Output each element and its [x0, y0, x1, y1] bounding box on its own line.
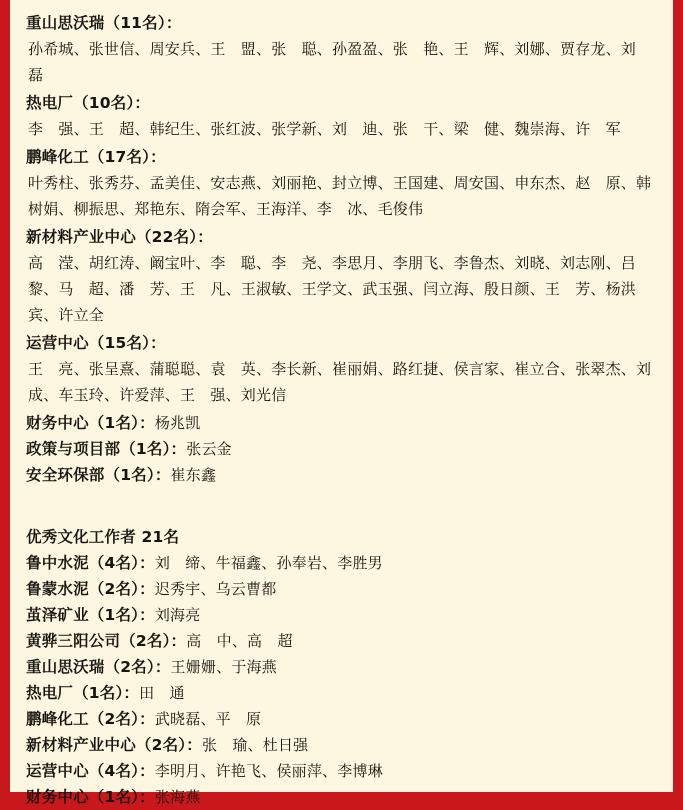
group-names: 高 滢、胡红涛、阚宝叶、李 聪、李 尧、李思月、李朋飞、李鲁杰、刘晓、刘志刚、吕 黎、马 超、潘 芳、王 凡、王淑敏、王学文、武玉强、闫立海、殷日颜、王 芳、杨洪宾、许立全 [28, 254, 652, 324]
inline-group-label: 鲁中水泥（4名）： [26, 554, 155, 572]
inline-group-names: 高 中、高 超 [186, 632, 293, 650]
inline-group-names: 张云金 [186, 440, 232, 458]
group-block [26, 144, 657, 222]
group-heading: 运营中心（15名）： [26, 334, 166, 352]
inline-group-names: 张海燕 [154, 788, 201, 806]
inline-group-label: 政策与项目部（1名）： [26, 440, 187, 458]
inline-group-row [26, 732, 657, 758]
inline-group-row [26, 436, 657, 462]
inline-group-names: 刘 缔、牛福鑫、孙奉岩、李胜男 [154, 554, 383, 572]
inline-group-row [26, 602, 657, 628]
group-heading: 重山思沃瑞（11名）： [26, 14, 182, 32]
inline-group-label: 财务中心（1名）： [26, 414, 155, 432]
inline-group-label: 鲁蒙水泥（2名）： [26, 580, 155, 598]
inline-group-names: 迟秀宇、乌云曹都 [154, 580, 277, 598]
inline-group-label: 新材料产业中心（2名）： [26, 736, 202, 754]
inline-group-names: 武晓磊、平 原 [154, 710, 262, 728]
inline-group-row [26, 628, 657, 654]
inline-group-names: 刘海亮 [154, 606, 201, 624]
inline-group-names: 田 通 [139, 684, 185, 702]
group-names: 李 强、王 超、韩纪生、张红波、张学新、刘 迪、张 干、梁 健、魏崇海、许 军 [28, 120, 621, 138]
inline-group-names: 崔东鑫 [170, 466, 217, 484]
inline-group-label: 重山思沃瑞（2名）： [26, 658, 171, 676]
inline-group-label: 鹏峰化工（2名）： [26, 710, 155, 728]
group-heading: 热电厂（10名）： [26, 94, 151, 112]
group-names: 孙希城、张世信、周安兵、王 盟、张 聪、孙盈盈、张 艳、王 辉、刘娜、贾存龙、刘 磊 [28, 40, 652, 84]
inline-group-label: 运营中心（4名）： [26, 762, 155, 780]
inline-group-row [26, 680, 657, 706]
inline-group-row [26, 654, 657, 680]
group-heading: 鹏峰化工（17名）： [26, 148, 166, 166]
inline-group-row [26, 784, 657, 810]
inline-group-names: 张 瑜、杜日强 [201, 736, 309, 754]
inline-group-names: 李明月、许艳飞、侯丽萍、李博琳 [154, 762, 383, 780]
section-title: 优秀文化工作者 21名 [26, 528, 180, 546]
document-content [10, 0, 673, 806]
inline-group-label: 安全环保部（1名）： [26, 466, 171, 484]
inline-group-row [26, 758, 657, 784]
inline-group-row [26, 462, 657, 488]
inline-group-names: 王姗姗、于海燕 [170, 658, 277, 676]
group-block [26, 330, 667, 408]
inline-group-row [26, 576, 657, 602]
inline-group-names: 杨兆凯 [154, 414, 201, 432]
inline-group-label: 茧泽矿业（1名）： [26, 606, 155, 624]
group-block [26, 224, 657, 328]
group-names: 王 亮、张呈熹、蒲聪聪、袁 英、李长新、崔丽娟、路红捷、侯言家、崔立合、张翠杰、刘 成、车玉玲、许爱萍、王 强、刘光信 [28, 360, 667, 404]
inline-group-row [26, 550, 657, 576]
section-spacer [26, 488, 657, 522]
inline-group-row [26, 706, 657, 732]
group-heading: 新材料产业中心（22名）： [26, 228, 213, 246]
inline-group-label: 财务中心（1名）： [26, 788, 155, 806]
section-culture-workers [26, 524, 657, 810]
group-names: 叶秀柱、张秀芬、孟美佳、安志燕、刘丽艳、封立博、王国建、周安国、申东杰、赵 原、韩树娟、柳振思、郑艳东、隋会军、王海洋、李 冰、毛俊伟 [28, 174, 652, 218]
group-block [26, 90, 657, 142]
inline-group-row [26, 410, 657, 436]
inline-group-label: 热电厂（1名）： [26, 684, 140, 702]
group-block [26, 10, 657, 88]
inline-group-label: 黄骅三阳公司（2名）： [26, 632, 187, 650]
